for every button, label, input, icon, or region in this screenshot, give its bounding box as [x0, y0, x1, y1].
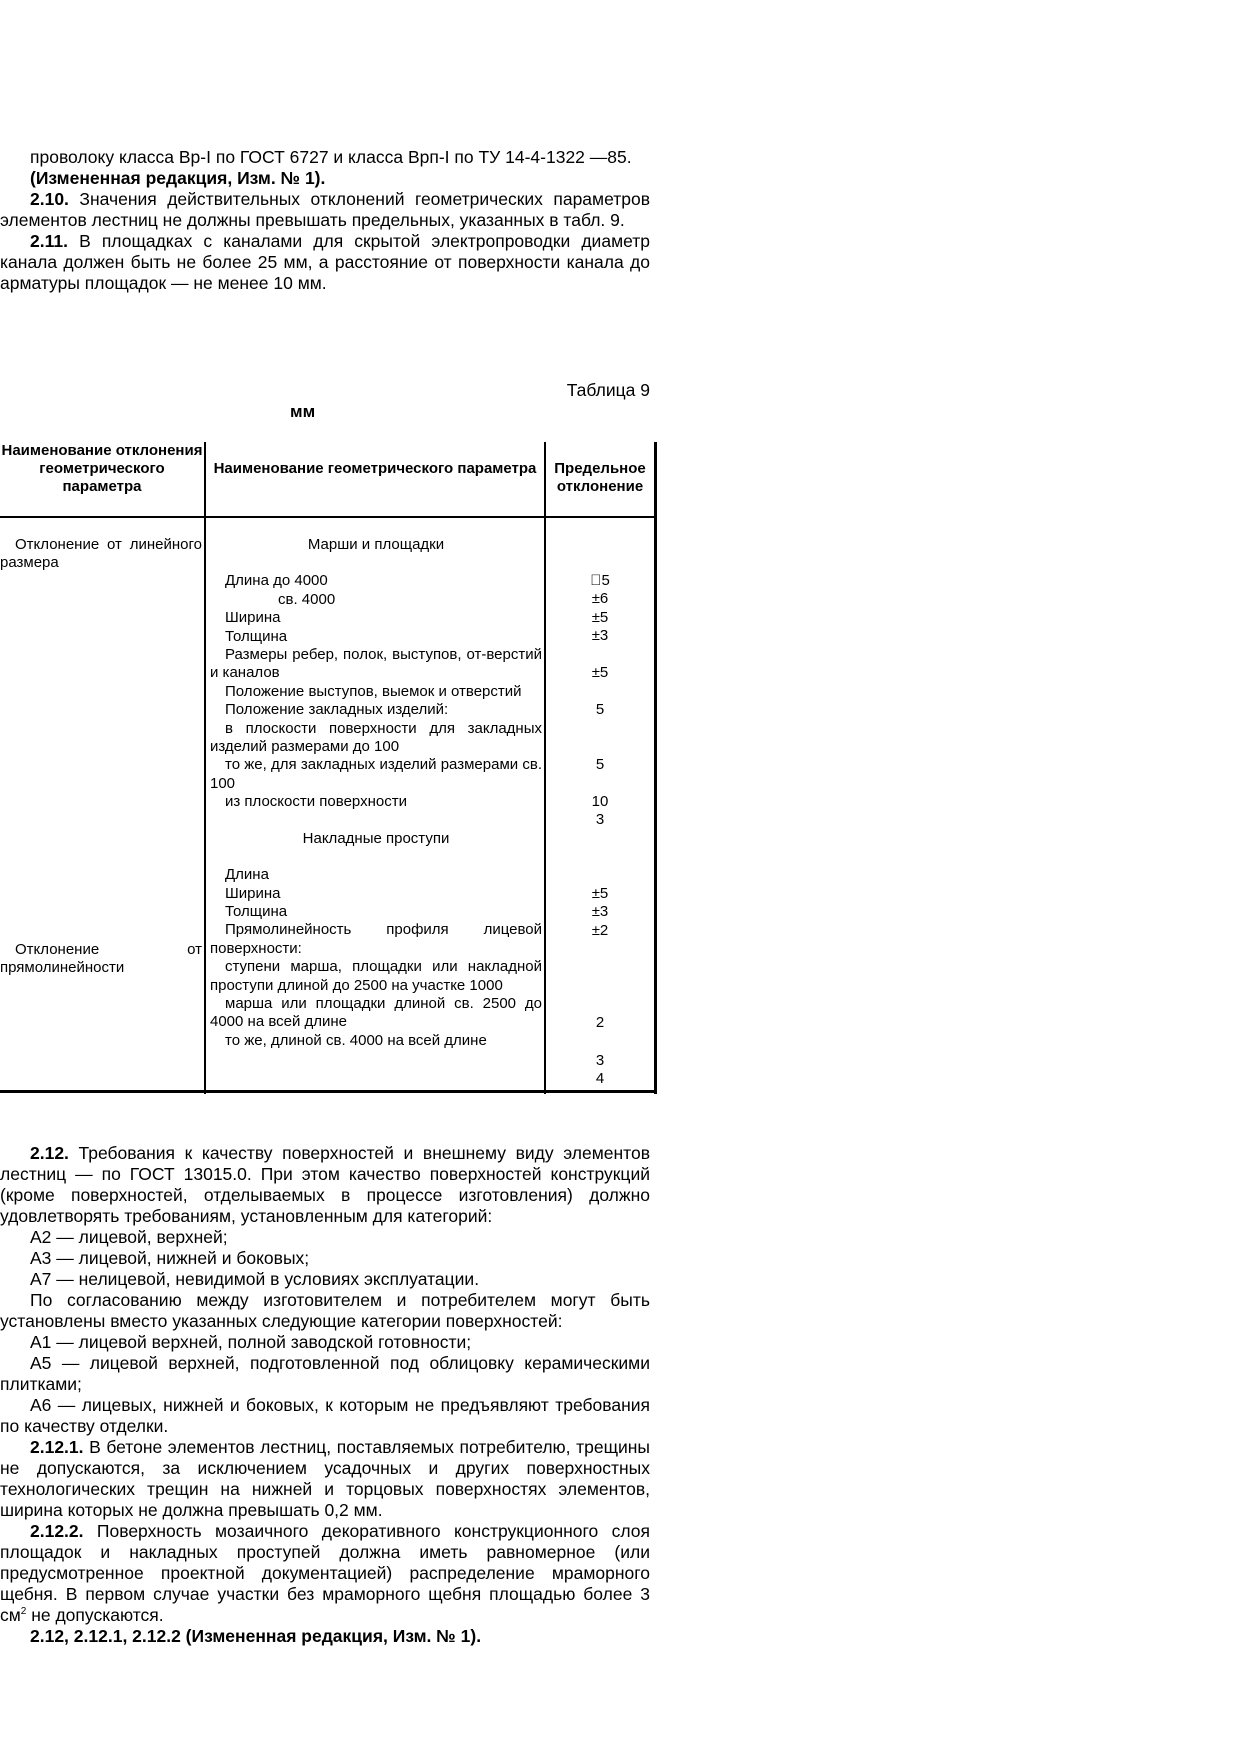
table-divider [0, 516, 657, 518]
header-deviation-name: Наименование отклонения геометрического параметра [1, 442, 203, 495]
category-a2: А2 — лицевой, верхней; [30, 1227, 228, 1247]
param-in-plane: в плоскости поверхности для закладных изделий размерами до 100 [210, 719, 542, 756]
param-projection-position: Положение выступов, выемок и отверстий [225, 682, 522, 700]
limit-value: 5 [595, 756, 605, 773]
limit-value: ±2 [591, 922, 609, 939]
param-straightness-long: то же, длиной св. 4000 на всей длине [225, 1031, 487, 1049]
param-tread-width: Ширина [225, 884, 281, 902]
limit-value: ±3 [591, 903, 609, 920]
paragraph-2-10: 2.10. Значения действительных отклонений геометрических параметров элементов лестниц не должны превышать предельных, указанных в табл. 9. [0, 189, 650, 230]
amendment-note: (Измененная редакция, Изм. № 1). [30, 168, 326, 188]
limit-value: ±6 [591, 590, 609, 607]
limit-value: 5 [595, 572, 605, 589]
paragraph-2-12-2: 2.12.2. Поверхность мозаичного декоративного конструкционного слоя площадок и накладных проступей должна иметь равномерное (или предусмотренное проектной документацией) распределение мраморного щебня. В первом случае участки без мраморного щебня площадью более 3 $см^2$ не допускаются. [0, 1521, 650, 1625]
table-divider [544, 442, 546, 1094]
limit-value: 4 [595, 1070, 605, 1087]
limit-value: 5 [595, 701, 605, 718]
param-length: Длина до 4000 [225, 572, 328, 590]
section-overlay-treads: Накладные проступи [302, 829, 450, 847]
deviation-table [0, 442, 658, 1094]
category-a7: А7 — нелицевой, невидимой в условиях эксплуатации. [30, 1269, 480, 1289]
intro-text [0, 147, 650, 294]
limit-value: ±5 [591, 609, 609, 626]
category-a5: А5 — лицевой верхней, подготовленной под облицовку керамическими плитками; [0, 1353, 650, 1394]
param-embedded-position: Положение закладных изделий: [225, 701, 449, 719]
param-straightness-flight: марша или площадки длиной св. 2500 до 4000 на всей длине [210, 994, 542, 1031]
category-a3: А3 — лицевой, нижней и боковых; [30, 1248, 310, 1268]
body-text [0, 1143, 650, 1647]
deviation-straightness: Отклонение от прямолинейности [0, 941, 202, 977]
amendment-note-final: 2.12, 2.12.1, 2.12.2 (Измененная редакция, Изм. № 1). [30, 1626, 482, 1646]
header-limit: Предельное отклонение [554, 460, 646, 495]
param-width: Ширина [225, 609, 281, 627]
param-straightness-step: ступени марша, площадки или накладной проступи длиной до 2500 на участке 1000 [210, 958, 542, 994]
param-thickness: Толщина [225, 627, 288, 645]
param-tread-thickness: Толщина [225, 902, 288, 920]
table-divider [204, 442, 206, 1094]
param-in-plane-large: то же, для закладных изделий размерами св. 100 [210, 756, 542, 792]
table-border [0, 1090, 657, 1093]
header-parameter-name: Наименование геометрического параметра [213, 460, 537, 477]
limit-value: ±3 [591, 627, 609, 644]
limit-value: ±5 [591, 664, 609, 681]
parameter-column [210, 536, 542, 1050]
param-tread-length: Длина [225, 866, 269, 884]
deviation-linear: Отклонение от линейного размера [0, 536, 202, 572]
paragraph-2-12: 2.12. Требования к качеству поверхностей и внешнему виду элементов лестниц — по ГОСТ 13015.0. При этом качество поверхностей конструкций (кроме поверхностей, отделываемых в процессе изготовления) должно удовлетворять требованиям, установленным для категорий: [0, 1143, 650, 1226]
table-caption: Таблица 9 [566, 380, 650, 400]
param-out-of-plane: из плоскости поверхности [225, 793, 407, 811]
paragraph-wire: проволоку класса Вр-I по ГОСТ 6727 и класса Врп-I по ТУ 14-4-1322 —85. [30, 147, 632, 167]
limit-value: 3 [595, 1052, 605, 1069]
param-straightness: Прямолинейность профиля лицевой поверхности: [210, 921, 542, 957]
param-ribs: Размеры ребер, полок, выступов, от-верстий и каналов [210, 646, 542, 682]
param-length-over: св. 4000 [278, 590, 336, 608]
limit-value: 3 [595, 811, 605, 828]
limit-value: 2 [595, 1014, 605, 1031]
category-a1: А1 — лицевой верхней, полной заводской готовности; [30, 1332, 472, 1352]
paragraph-agreement: По согласованию между изготовителем и потребителем могут быть установлены вместо указанных следующие категории поверхностей: [0, 1290, 650, 1331]
table-border [654, 442, 657, 1094]
table-unit: мм [290, 402, 316, 421]
paragraph-2-11: 2.11. В площадках с каналами для скрытой электропроводки диаметр канала должен быть не более 25 мм, а расстояние от поверхности канала до арматуры площадок — не менее 10 мм. [0, 231, 650, 293]
paragraph-2-12-1: 2.12.1. В бетоне элементов лестниц, поставляемых потребителю, трещины не допускаются, за исключением усадочных и других поверхностных технологических трещин на нижней и торцовых поверхностях элементов, ширина которых не должна превышать 0,2 мм. [0, 1437, 650, 1520]
category-a6: А6 — лицевых, нижней и боковых, к которым не предъявляют требования по качеству отделки. [0, 1395, 650, 1436]
limit-value: ±5 [591, 885, 609, 902]
section-flights-landings: Марши и площадки [307, 536, 445, 553]
limit-value: 10 [591, 793, 609, 810]
